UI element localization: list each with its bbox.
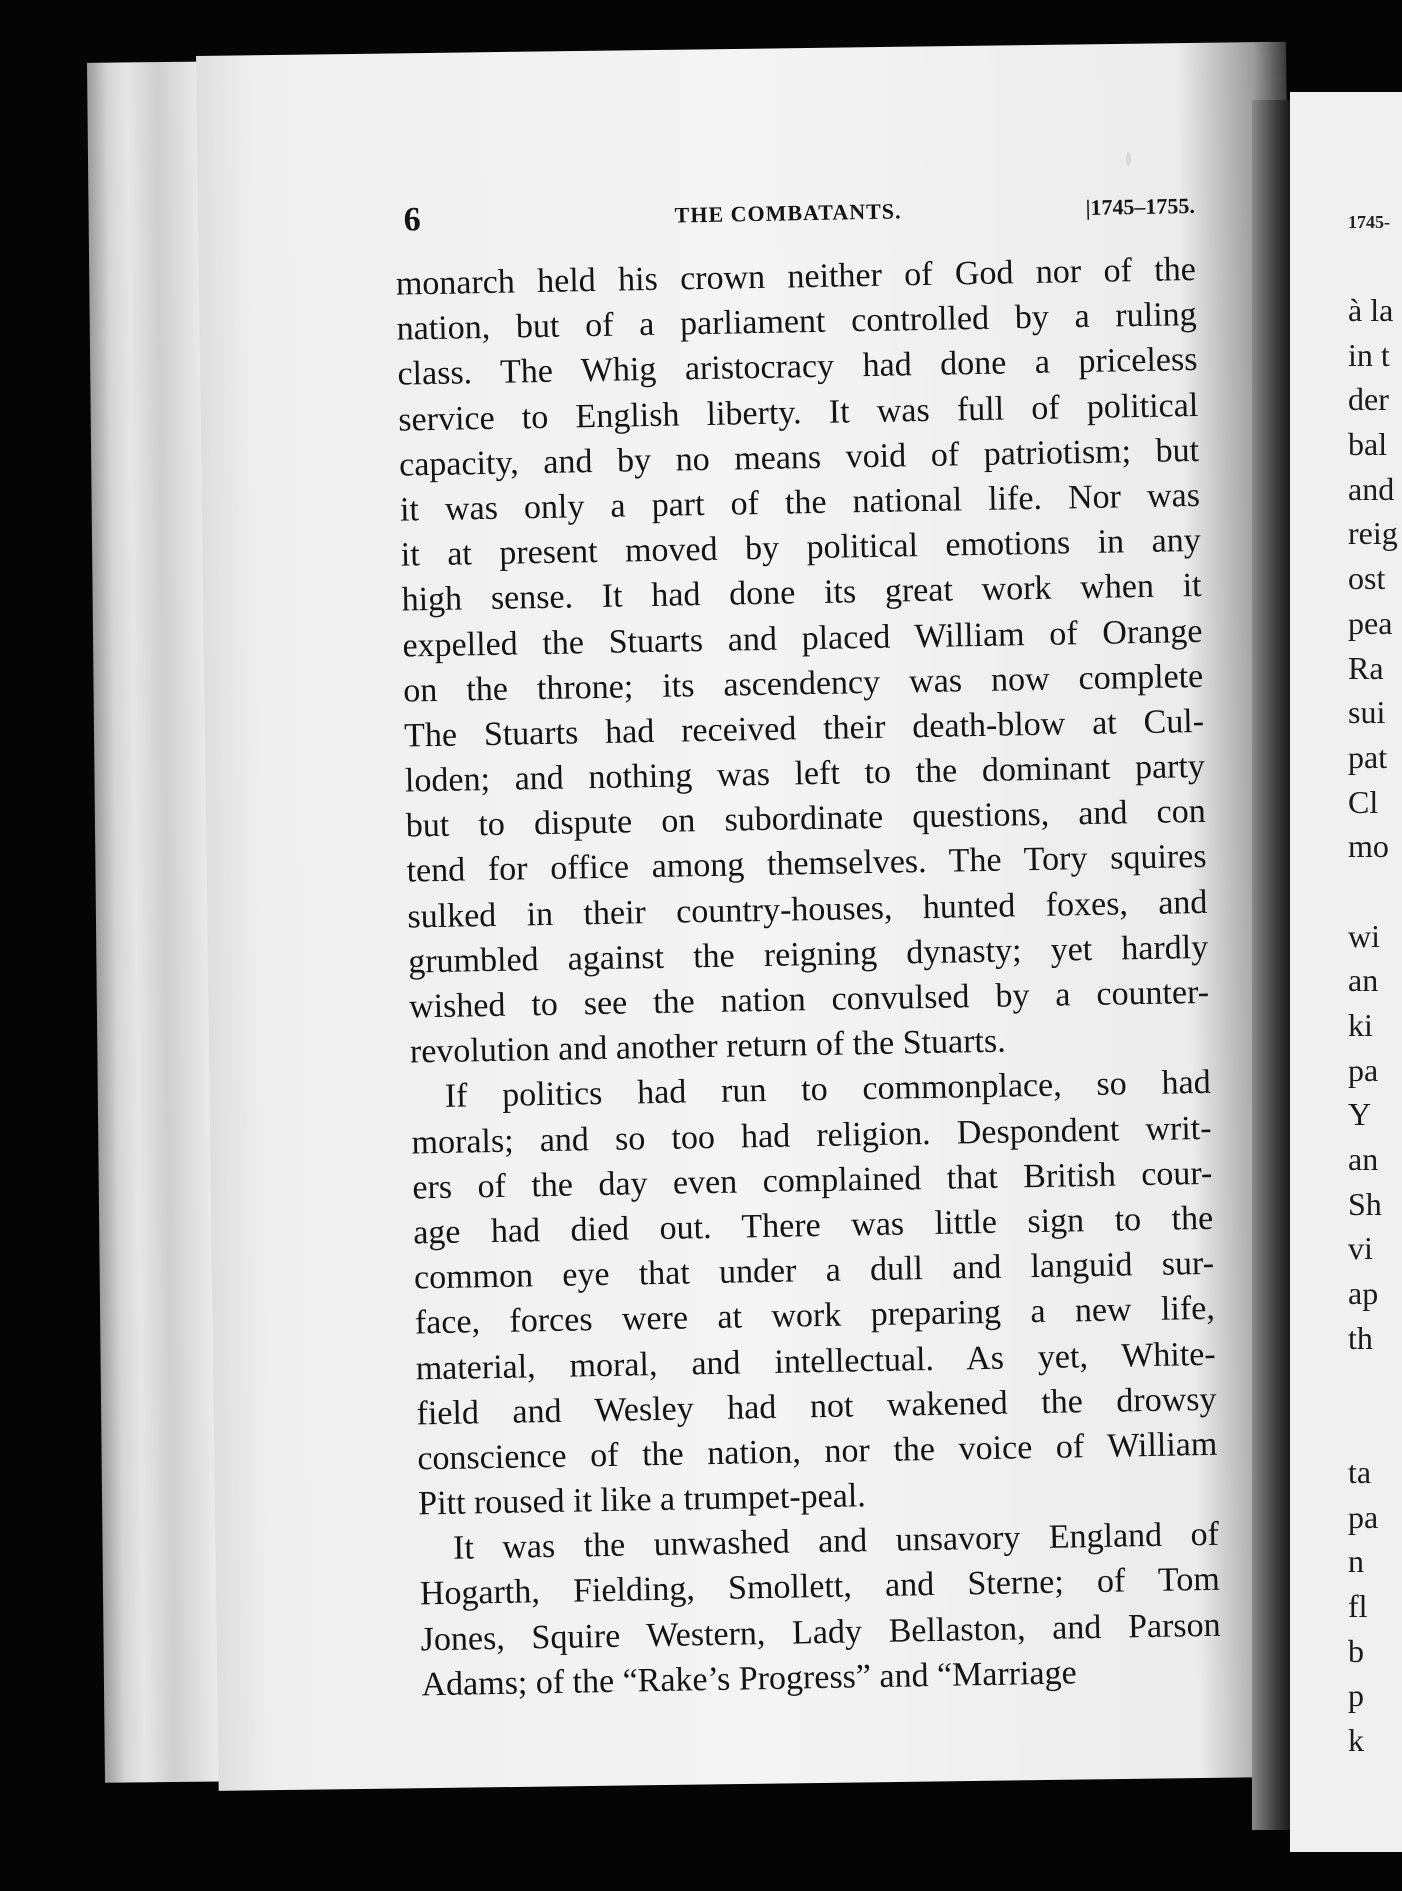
facing-page-line: mo [1348,828,1389,865]
running-title: THE COMBATANTS. [674,198,902,228]
text-line: Adams; of the “Rake’s Progress” and “Marriage [421,1654,1078,1704]
text-line: monarch held his crown neither of God nor of the [395,250,1197,303]
facing-page-line: and [1348,470,1395,507]
text-line: it at present moved by political emotions in any [400,522,1202,574]
running-head [374,167,1215,262]
facing-page-line: ap [1348,1275,1379,1312]
text-line: nation, but of a parliament controlled by a ruling [396,296,1197,348]
facing-page-line: an [1348,962,1379,999]
facing-page-line [1348,1405,1398,1450]
text-line: on the throne; its ascendency was now complete [402,657,1204,710]
date-range: |1745–1755. [1085,192,1196,220]
text-line: common eye that under a dull and languid sur- [413,1244,1215,1297]
facing-page-line: vi [1348,1230,1373,1267]
text-line: wished to see the nation convulsed by a counter- [408,973,1210,1026]
facing-page-line [1348,1361,1398,1406]
text-line: It was the unwashed and unsavory England of [452,1515,1220,1568]
text-line: sulked in their country-houses, hunted foxes, and [407,883,1208,936]
facing-page-line: der [1348,381,1389,418]
text-line: class. The Whig aristocracy had done a priceless [397,341,1198,393]
facing-page-line: Sh [1348,1185,1382,1222]
facing-page-line: ki [1348,1007,1373,1043]
facing-page-line: b [1348,1632,1364,1669]
text-line: revolution and another return of the Stuarts. [409,1022,1006,1071]
text-line: Hogarth, Fielding, Smollett, and Sterne; of Tom [419,1561,1221,1613]
facing-page-line: ta [1348,1453,1372,1490]
facing-page-line: wi [1348,917,1380,954]
text-line: morals; and so too had religion. Despondent writ- [411,1109,1212,1162]
facing-page-line [1348,869,1398,914]
text-line: face, forces were at work preparing a new life, [414,1290,1216,1342]
text-line: field and Wesley had not wakened the drowsy [416,1380,1217,1433]
facing-page-line: p [1348,1677,1364,1714]
facing-page-line: fl [1348,1587,1368,1624]
facing-page-line: bal [1348,426,1388,463]
facing-page-line: sui [1348,694,1386,731]
body-text [375,247,1221,1708]
facing-page-line: an [1348,1141,1379,1178]
text-line: service to English liberty. It was full of political [398,386,1199,439]
text-line: ers of the day even complained that British cour- [412,1154,1213,1207]
facing-page-line: pa [1348,1051,1379,1088]
facing-page-line: k [1348,1722,1364,1758]
text-line: grumbled against the reigning dynasty; yet hardly [407,928,1209,981]
page-content [374,167,1242,1708]
text-line: capacity, and by no means void of patriotism; but [398,431,1200,484]
text-line: The Stuarts had received their death-blow at Cul- [403,702,1205,755]
gutter-shadow [1252,100,1292,1830]
text-line: Jones, Squire Western, Lady Bellaston, and Parson [420,1606,1221,1659]
facing-page-lines [1348,288,1398,1763]
facing-page-line: Ra [1348,649,1384,686]
facing-page-line: Y [1348,1096,1372,1133]
text-line: age had died out. There was little sign to the [412,1199,1214,1252]
facing-page-line: Cl [1348,783,1379,820]
facing-page-line: reig [1348,515,1398,552]
text-line: but to dispute on subordinate questions, and con [405,793,1207,845]
facing-page-line: pa [1348,1498,1379,1535]
facing-page-line: pea [1348,604,1393,641]
text-line: expelled the Stuarts and placed William of Orange [402,612,1203,665]
facing-page-line: pat [1348,738,1388,775]
paper-speck [1126,152,1131,166]
text-line: tend for office among themselves. The Tory squires [406,838,1207,890]
text-line: Pitt roused it like a trumpet-peal. [417,1477,867,1523]
text-line: conscience of the nation, nor the voice of William [417,1425,1218,1478]
facing-page-fragment [1290,92,1402,1852]
text-line: loden; and nothing was left to the dominant party [404,747,1206,800]
facing-page-header: 1745- [1348,212,1390,232]
text-line: material, moral, and intellectual. As yet, White- [415,1335,1216,1387]
text-line: high sense. It had done its great work when it [401,567,1202,619]
facing-page-line: in t [1348,336,1390,373]
text-line: it was only a part of the national life. Nor was [399,476,1201,529]
page-number: 6 [403,201,422,239]
facing-page-line: à la [1348,292,1394,328]
facing-page-line: n [1348,1543,1364,1580]
facing-page-line: ost [1348,560,1386,597]
text-line: If politics had run to commonplace, so had [444,1064,1211,1116]
facing-page-line: th [1348,1319,1373,1356]
